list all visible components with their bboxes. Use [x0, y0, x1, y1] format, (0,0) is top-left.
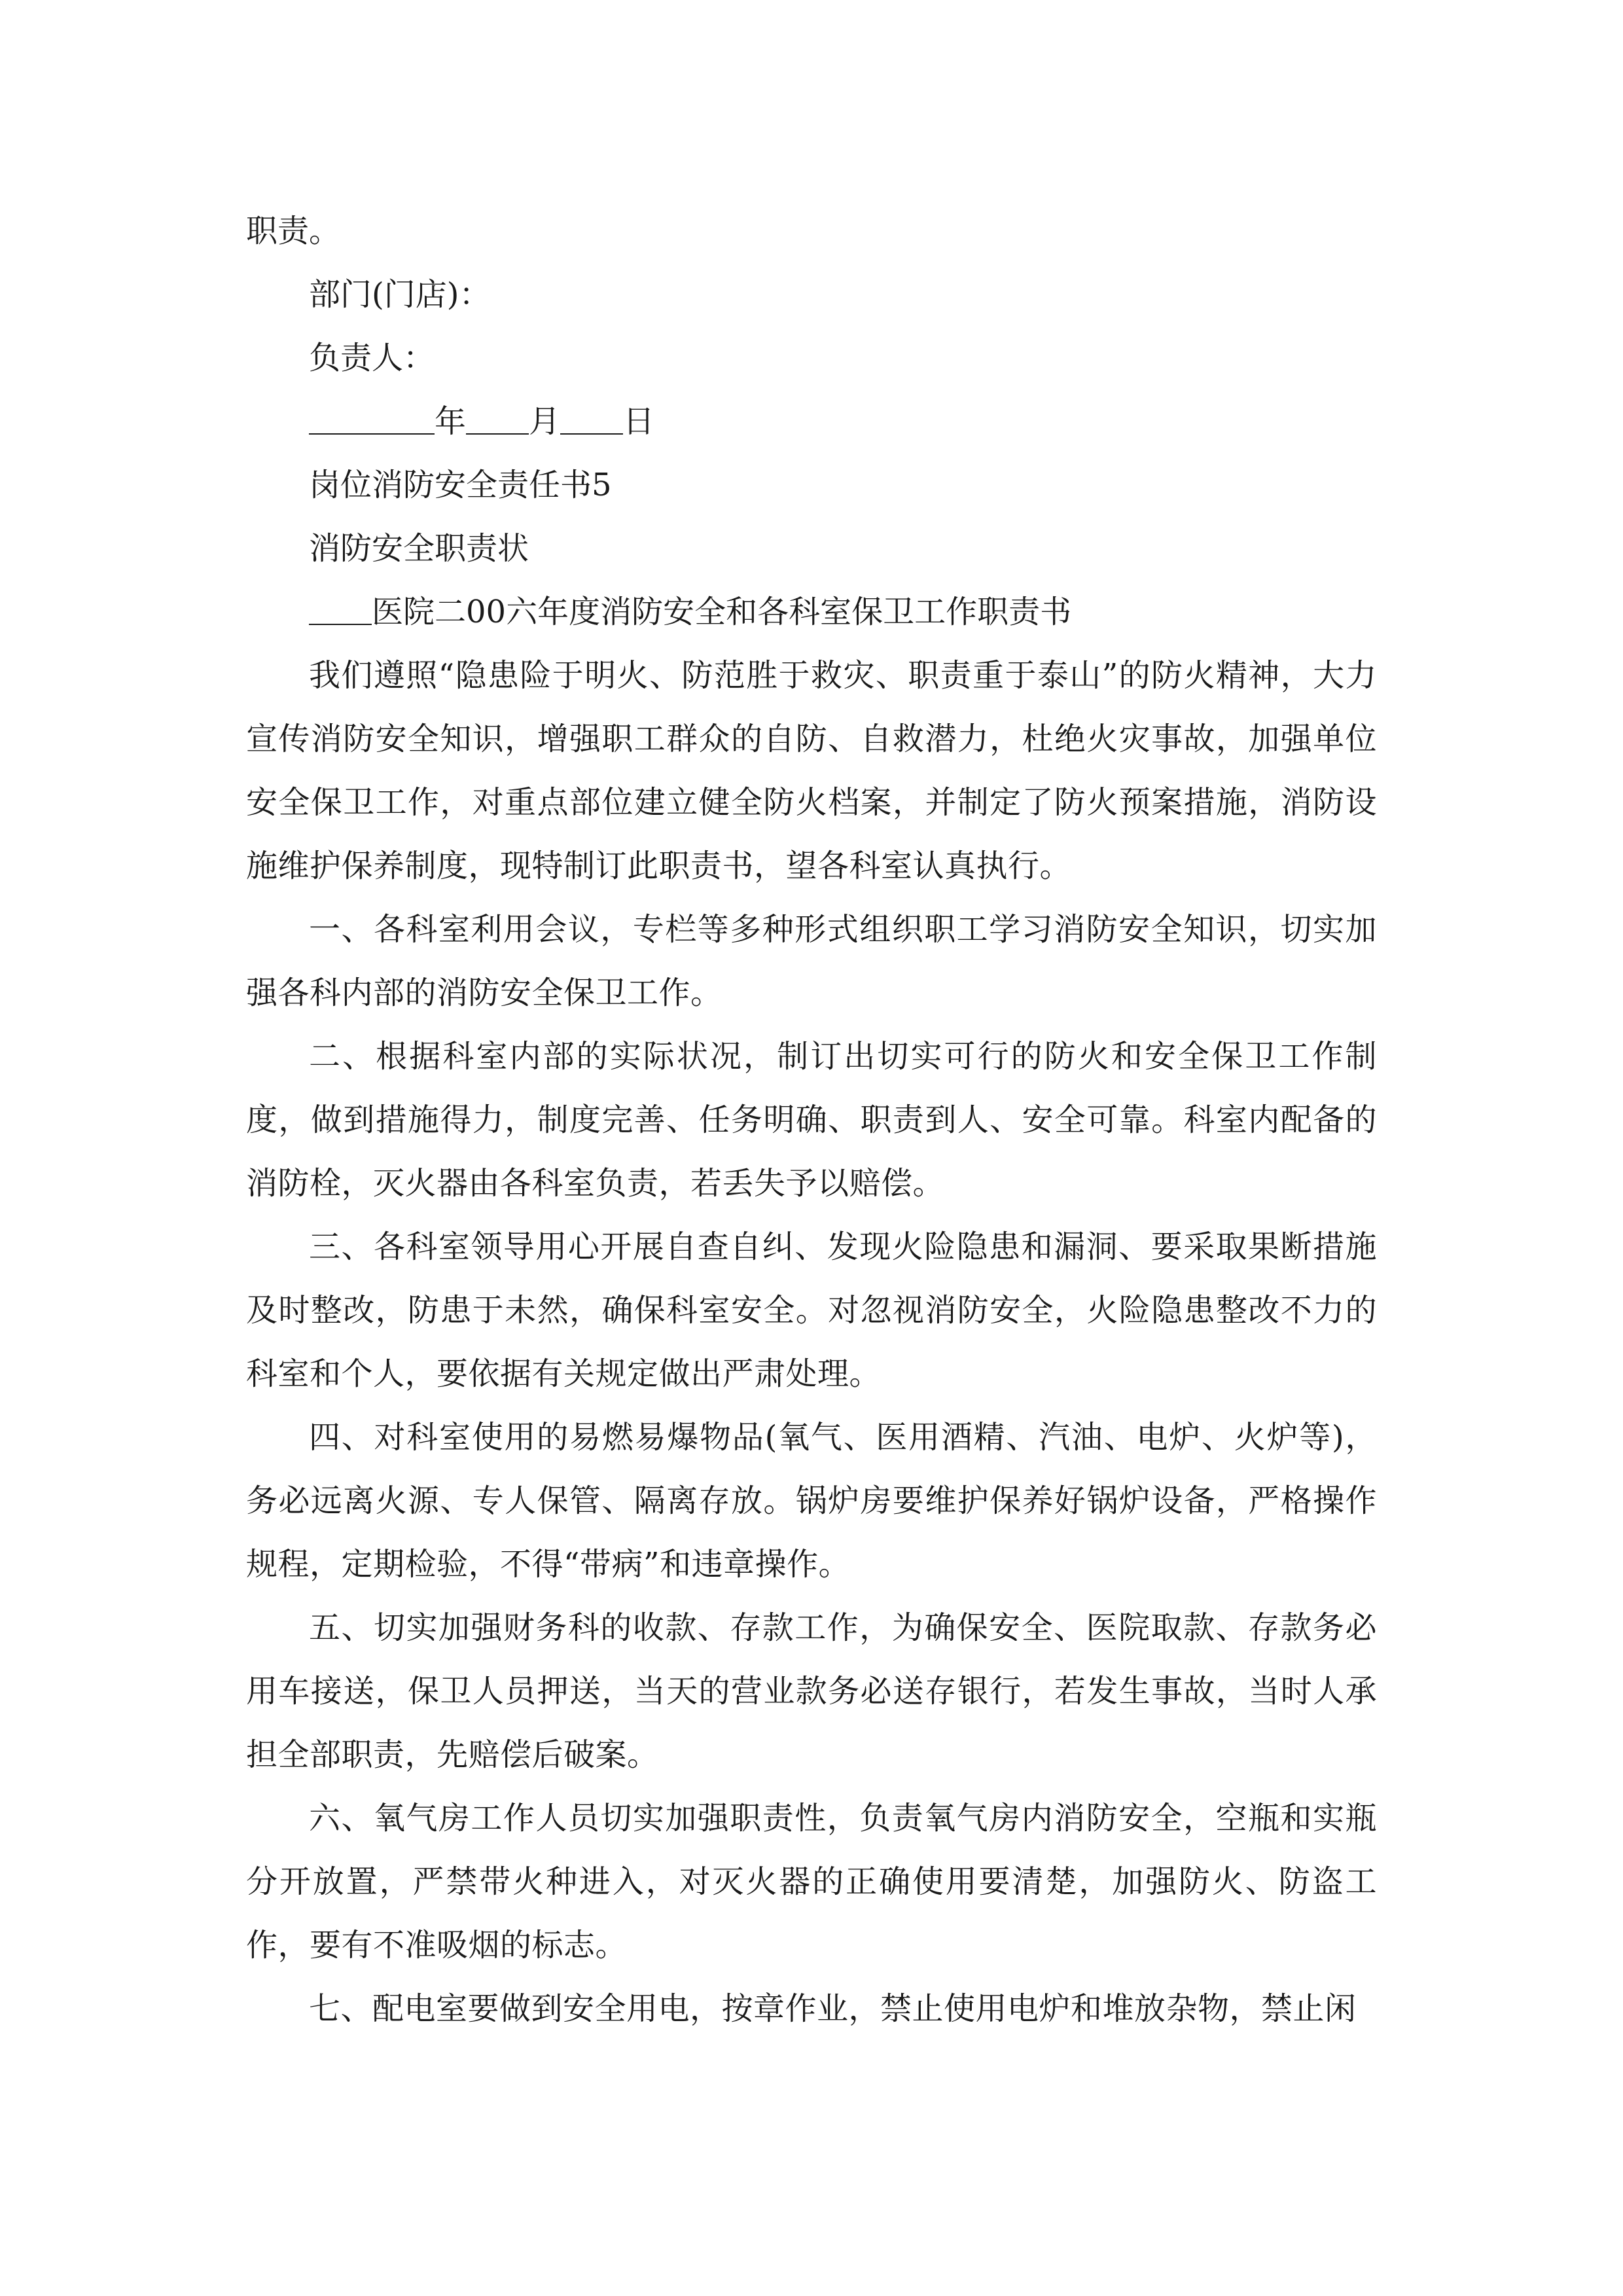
year-label: 年 — [435, 403, 467, 440]
month-label: 月 — [529, 403, 561, 440]
paragraph-intro: 我们遵照“隐患险于明火、防范胜于救灾、职责重于泰山”的防火精神，大力宣传消防安全知识，增强职工群众的自防、自救潜力，杜绝火灾事故，加强单位安全保卫工作，对重点部位建立健全防火档案，并制定了防火预案措施，消防设施维护保养制度，现特制订此职责书，望各科室认真执行。 — [246, 657, 1377, 884]
document-heading — [246, 581, 1377, 644]
paragraph-6: 六、氧气房工作人员切实加强职责性，负责氧气房内消防安全，空瓶和实瓶分开放置，严禁带火种进入，对灭火器的正确使用要清楚，加强防火、防盗工作，要有不准吸烟的标志。 — [246, 1800, 1377, 1964]
heading-text: 医院二00六年度消防安全和各科室保卫工作职责书 — [372, 594, 1072, 630]
day-blank — [560, 407, 623, 435]
date-line — [246, 390, 1377, 454]
responsible-label: 负责人： — [309, 340, 435, 376]
paragraph-7: 七、配电室要做到安全用电，按章作业，禁止使用电炉和堆放杂物，禁止闲 — [309, 1990, 1357, 2027]
continuation-line: 职责。 — [246, 213, 341, 249]
year-blank — [309, 407, 435, 435]
department-label: 部门(门店)： — [309, 276, 491, 313]
day-label: 日 — [623, 403, 655, 440]
document-subtitle: 消防安全职责状 — [309, 530, 529, 567]
paragraph-4: 四、对科室使用的易燃易爆物品(氧气、医用酒精、汽油、电炉、火炉等)，务必远离火源、专人保管、隔离存放。锅炉房要维护保养好锅炉设备，严格操作规程，定期检验，不得“带病”和违章操作。 — [246, 1419, 1377, 1583]
month-blank — [466, 407, 529, 435]
document-body — [246, 200, 1377, 2041]
paragraph-3: 三、各科室领导用心开展自查自纠、发现火险隐患和漏洞、要采取果断措施及时整改，防患于未然，确保科室安全。对忽视消防安全，火险隐患整改不力的科室和个人，要依据有关规定做出严肃处理。 — [246, 1229, 1377, 1392]
hospital-name-blank — [309, 598, 372, 625]
paragraph-2: 二、根据科室内部的实际状况，制订出切实可行的防火和安全保卫工作制度，做到措施得力，制度完善、任务明确、职责到人、安全可靠。科室内配备的消防栓，灭火器由各科室负责，若丢失予以赔偿。 — [246, 1038, 1377, 1202]
paragraph-1: 一、各科室利用会议，专栏等多种形式组织职工学习消防安全知识，切实加强各科内部的消防安全保卫工作。 — [246, 911, 1377, 1011]
section-title: 岗位消防安全责任书5 — [309, 467, 612, 503]
paragraph-5: 五、切实加强财务科的收款、存款工作，为确保安全、医院取款、存款务必用车接送，保卫人员押送，当天的营业款务必送存银行，若发生事故，当时人承担全部职责，先赔偿后破案。 — [246, 1609, 1377, 1773]
